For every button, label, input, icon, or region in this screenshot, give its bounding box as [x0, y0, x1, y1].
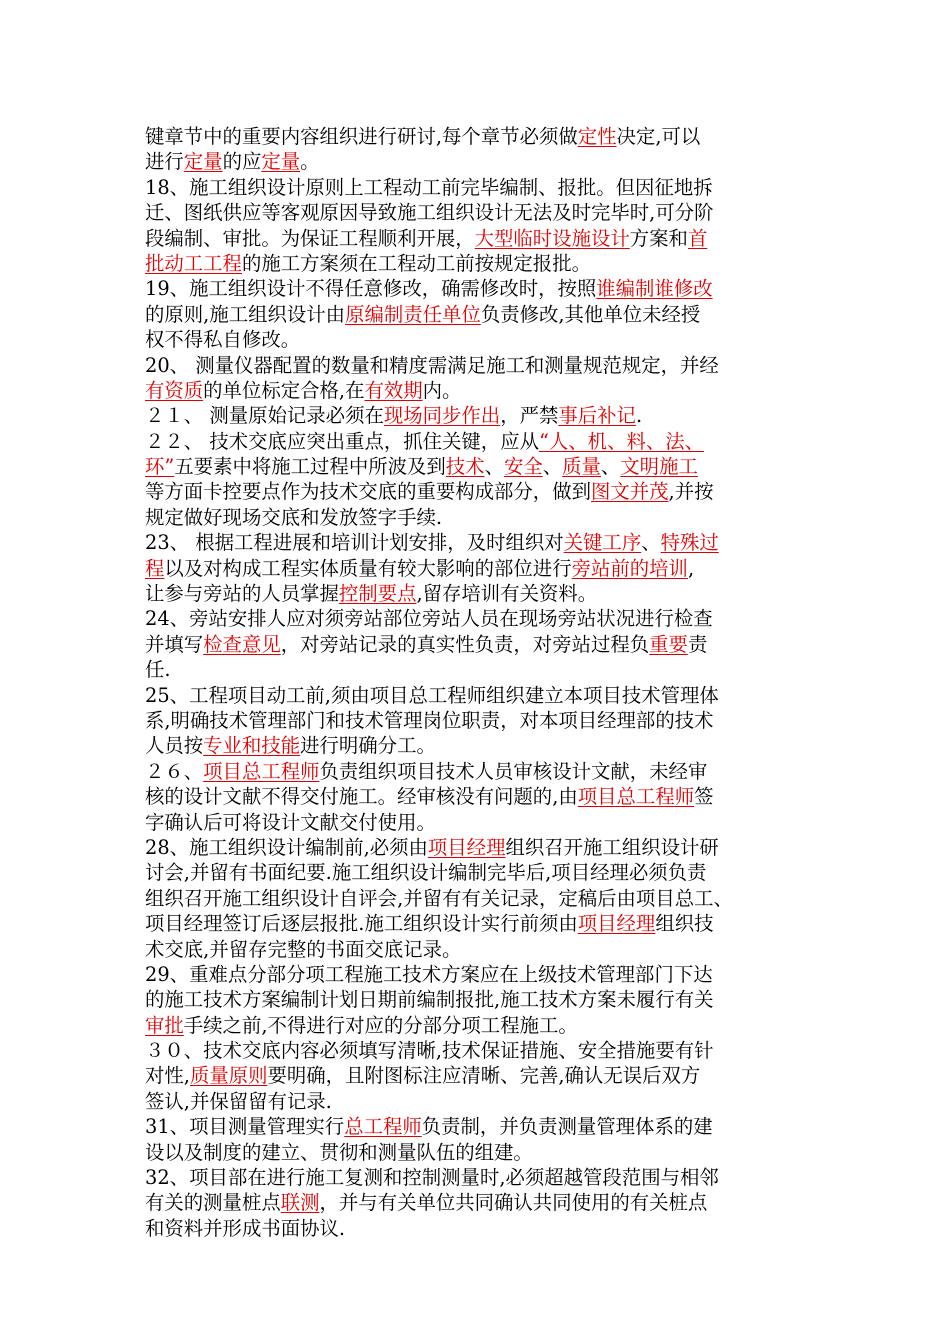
text-run: 对性,	[145, 1064, 190, 1088]
text-line	[145, 200, 815, 225]
text-run: ２６、	[145, 759, 204, 783]
text-run: 、	[641, 531, 661, 555]
highlighted-term: 项目总工程师	[203, 759, 320, 783]
text-run: 方案和	[629, 226, 688, 250]
text-line	[145, 1038, 815, 1063]
text-run: 。	[300, 150, 320, 174]
text-run: 字确认后可将设计文献交付使用。	[145, 810, 436, 834]
highlighted-term: 环”	[145, 455, 175, 479]
text-line	[145, 657, 815, 682]
text-run: 系,明确技术管理部门和技术管理岗位职责，对本项目经理部的技术	[145, 708, 714, 732]
text-run: 以及对构成工程实体质量有较大影响的部位进行	[164, 556, 572, 580]
text-line	[145, 327, 815, 352]
highlighted-term: 有资质	[145, 378, 204, 402]
text-line	[145, 276, 815, 301]
text-line	[145, 1063, 815, 1088]
text-line	[145, 987, 815, 1012]
text-line	[145, 759, 815, 784]
highlighted-term: 专业和技能	[203, 734, 301, 758]
highlighted-term: 重要	[649, 632, 688, 656]
text-run: 责	[687, 632, 708, 656]
text-run: 进行	[145, 150, 184, 174]
text-run: 、	[600, 455, 621, 479]
highlighted-term: 图文并茂	[590, 480, 669, 504]
text-run: 组织召开施工组织设计自评会,并留有有关记录，定稿后由项目总工、	[145, 886, 733, 910]
text-run: 19、施工组织设计不得任意修改，确需修改时，按照	[145, 277, 597, 301]
text-run: 32、项目部在进行施工复测和控制测量时,必须超越管段范围与相邻	[145, 1166, 719, 1190]
text-run: 组织技	[655, 912, 714, 936]
text-run: 签认,并保留留有记录.	[145, 1089, 332, 1113]
text-line	[145, 403, 815, 428]
highlighted-term: 有效期	[364, 378, 423, 402]
text-line	[145, 226, 815, 251]
text-run: 项目经理签订后逐层报批.施工组织设计实行前须由	[145, 912, 578, 936]
highlighted-term: 联测	[280, 1191, 320, 1215]
text-run: 负责组织项目技术人员审核设计文献，未经审	[319, 759, 708, 783]
text-line	[145, 581, 815, 606]
highlighted-term: 首	[687, 226, 708, 250]
text-run: 的施工技术方案编制计划日期前编制报批,施工技术方案未履行有关	[145, 988, 714, 1012]
text-line	[145, 962, 815, 987]
text-run: 20、 测量仪器配置的数量和精度需满足施工和测量规范规定，并经	[145, 353, 719, 377]
highlighted-term: 现场同步作出	[383, 404, 501, 428]
highlighted-term: 大型临时设施设计	[474, 226, 630, 250]
text-run: 的施工方案须在工程动工前按规定报批。	[241, 251, 591, 275]
highlighted-term: 总工程师	[344, 1115, 422, 1139]
text-run: 决定,可以	[616, 125, 701, 148]
highlighted-term: 特殊过	[660, 531, 719, 555]
highlighted-term: 检查意见	[203, 632, 281, 656]
text-line	[145, 1165, 815, 1190]
text-line	[145, 505, 815, 530]
text-line	[145, 1190, 815, 1215]
text-line	[145, 911, 815, 936]
text-line	[145, 1216, 815, 1241]
text-run: 迁、图纸供应等客观原因导致施工组织设计无法及时完毕时,可分阶	[145, 201, 714, 225]
highlighted-term: 批动工工程	[145, 251, 242, 275]
text-run: 31、项目测量管理实行	[145, 1115, 345, 1139]
text-line	[145, 683, 815, 708]
text-line	[145, 251, 815, 276]
text-line	[145, 860, 815, 885]
text-run: ２１、 测量原始记录必须在	[145, 404, 384, 428]
text-run: 负责制，并负责测量管理体系的建	[421, 1115, 713, 1139]
highlighted-term: 定量	[183, 150, 223, 174]
text-run: ,	[687, 556, 695, 580]
text-run: 组织召开施工组织设计研	[505, 835, 719, 859]
highlighted-term: 原编制责任单位	[345, 302, 481, 326]
text-line	[145, 606, 815, 631]
text-run: 要明确，且附图标注应清晰、完善,确认无误后双方	[267, 1064, 701, 1088]
text-line	[145, 937, 815, 962]
text-run: 讨会,并留有书面纪要.施工组织设计编制完毕后,项目经理必须负责	[145, 861, 707, 885]
text-run: 负责修改,其他单位未经授	[480, 302, 701, 326]
highlighted-term: 旁站前的培训	[571, 556, 688, 580]
text-run: 核的设计文献不得交付施工。经审核没有问题的,由	[145, 785, 578, 809]
text-line	[145, 302, 815, 327]
text-line	[145, 530, 815, 555]
text-run: 、	[484, 455, 504, 479]
highlighted-term: 事后补记	[558, 404, 636, 428]
text-run: 让参与旁站的人员掌握	[145, 582, 339, 606]
text-line	[145, 454, 815, 479]
text-run: 有关的测量桩点	[145, 1191, 281, 1215]
text-line	[145, 1089, 815, 1114]
text-run: 的应	[222, 150, 262, 174]
text-line	[145, 733, 815, 758]
text-line	[145, 479, 815, 504]
highlighted-term: 项目总工程师	[577, 785, 695, 809]
text-line	[145, 1114, 815, 1139]
document-body	[145, 124, 815, 1241]
text-run: ,并按	[668, 480, 714, 504]
text-run: 的原则,施工组织设计由	[145, 302, 346, 326]
highlighted-term: 技术	[445, 455, 485, 479]
text-run: ,留存培训有关资料。	[416, 582, 598, 606]
text-line	[145, 835, 815, 860]
text-line	[145, 1013, 815, 1038]
text-run: 设以及制度的建立、贯彻和测量队伍的组建。	[145, 1140, 533, 1164]
highlighted-term: 项目经理	[427, 835, 506, 859]
text-run: 规定做好现场交底和发放签字手续.	[145, 505, 443, 529]
text-line	[145, 886, 815, 911]
text-run: ２２、 技术交底应突出重点，抓住关键，应从	[145, 429, 539, 453]
text-run: 29、重难点分部分项工程施工技术方案应在上级技术管理部门下达	[145, 962, 713, 986]
text-run: 的单位标定合格,在	[203, 378, 365, 402]
text-run: .	[635, 404, 643, 428]
text-run: 、	[542, 455, 563, 479]
text-run: ，对旁站记录的真实性负责，对旁站过程负	[280, 632, 650, 656]
text-line	[145, 429, 815, 454]
text-run: 内。	[422, 378, 462, 402]
text-line	[145, 378, 815, 403]
text-run: 五要素中将施工过程中所波及到	[174, 455, 446, 479]
highlighted-term: 安全	[503, 455, 543, 479]
highlighted-term: 谁编制谁修改	[596, 277, 713, 301]
text-run: ３０、技术交底内容必须填写清晰,技术保证措施、安全措施要有针	[145, 1039, 714, 1063]
text-run: 24、旁站安排人应对须旁站部位旁站人员在现场旁站状况进行检查	[145, 607, 713, 631]
highlighted-term: 关键工序	[563, 531, 642, 555]
text-line	[145, 708, 815, 733]
highlighted-term: “人、机、料、法、	[538, 429, 705, 453]
highlighted-term: 程	[145, 556, 165, 580]
highlighted-term: 文明施工	[620, 455, 698, 479]
text-run: 并填写	[145, 632, 204, 656]
text-line	[145, 124, 815, 149]
highlighted-term: 定量	[261, 150, 301, 174]
text-run: 进行明确分工。	[300, 734, 436, 758]
text-run: ，并与有关单位共同确认共同使用的有关桩点	[319, 1191, 708, 1215]
highlighted-term: 定性	[577, 125, 617, 148]
text-run: 28、施工组织设计编制前,必须由	[145, 835, 428, 859]
text-run: 人员按	[145, 734, 204, 758]
text-run: 段编制、审批。为保证工程顺利开展，	[145, 226, 475, 250]
text-line	[145, 175, 815, 200]
highlighted-term: 控制要点	[338, 582, 417, 606]
text-run: 和资料并形成书面协议.	[145, 1216, 346, 1240]
highlighted-term: 质量原则	[189, 1064, 268, 1088]
highlighted-term: 审批	[145, 1013, 184, 1037]
text-run: 手续之前,不得进行对应的分部分项工程施工。	[183, 1013, 578, 1037]
text-run: 术交底,并留存完整的书面交底记录。	[145, 937, 462, 961]
highlighted-term: 项目经理	[577, 912, 656, 936]
text-line	[145, 632, 815, 657]
text-run: 23、 根据工程进展和培训计划安排，及时组织对	[145, 531, 564, 555]
text-run: 等方面卡控要点作为技术交底的重要构成部分，做到	[145, 480, 591, 504]
text-line	[145, 556, 815, 581]
text-line	[145, 784, 815, 809]
text-run: 25、工程项目动工前,须由项目总工程师组织建立本项目技术管理体	[145, 683, 719, 707]
text-run: 任.	[145, 658, 171, 682]
text-run: ，严禁	[500, 404, 559, 428]
text-line	[145, 149, 815, 174]
text-run: 签	[694, 785, 714, 809]
text-run: 权不得私自修改。	[145, 328, 301, 352]
text-line	[145, 1140, 815, 1165]
text-line	[145, 353, 815, 378]
text-line	[145, 810, 815, 835]
text-run: 键章节中的重要内容组织进行研讨,每个章节必须做	[145, 125, 578, 148]
highlighted-term: 质量	[562, 455, 601, 479]
text-run: 18、施工组织设计原则上工程动工前完毕编制、报批。但因征地拆	[145, 175, 713, 199]
